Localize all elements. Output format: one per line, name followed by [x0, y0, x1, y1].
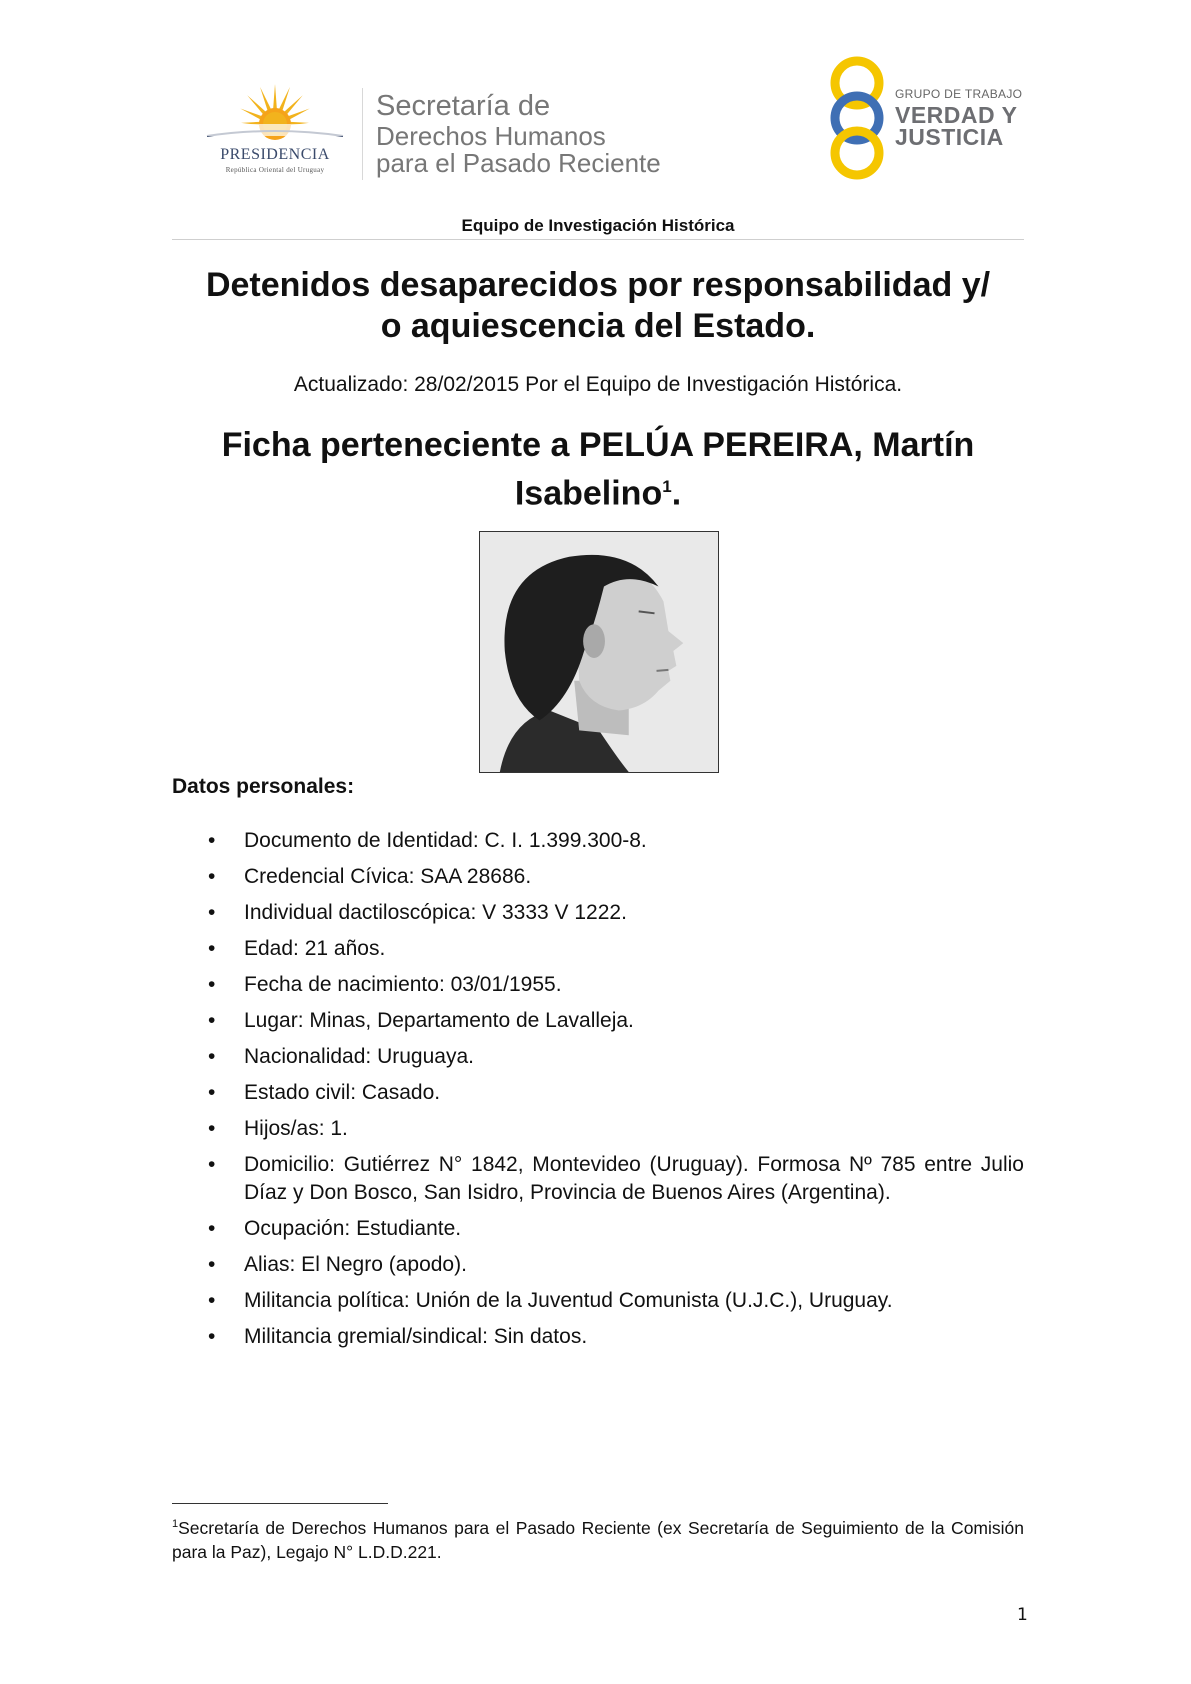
list-item: • Documento de Identidad: C. I. 1.399.300-8.: [172, 827, 1024, 855]
secretaria-title-line2: Derechos Humanos: [376, 121, 606, 151]
secretaria-title-line1: Secretaría de: [376, 90, 551, 122]
header-rule: [172, 239, 1024, 240]
list-item: • Alias: El Negro (apodo).: [172, 1251, 1024, 1279]
ficha-title-period: .: [671, 474, 682, 513]
footnote-number: 1: [172, 1518, 179, 1530]
list-item: • Estado civil: Casado.: [172, 1079, 1024, 1107]
verdad-label: VERDAD Y: [895, 102, 1018, 128]
footnote: [172, 1512, 1024, 1564]
footnote-text: Secretaría de Derechos Humanos para el Pasado Reciente (ex Secretaría de Seguimiento de la Comisión para la Paz), Legajo N° L.D.D.221.: [172, 1517, 1024, 1562]
grupo-trabajo-label: GRUPO DE TRABAJO: [895, 87, 1023, 101]
footnote-reference[interactable]: 1: [662, 477, 672, 496]
footnote-separator: [172, 1503, 388, 1504]
equipo-heading: Equipo de Investigación Histórica: [461, 216, 735, 235]
republica-label: República Oriental del Uruguay: [225, 166, 325, 174]
document-title-line1: Detenidos desaparecidos por responsabilidad y/: [205, 266, 991, 304]
list-item: • Credencial Cívica: SAA 28686.: [172, 863, 1024, 891]
list-item: • Lugar: Minas, Departamento de Lavalleja.: [172, 1007, 1024, 1035]
secretaria-title-line3: para el Pasado Reciente: [376, 148, 661, 178]
ficha-title-line1: Ficha perteneciente a PELÚA PEREIRA, Martín: [221, 426, 975, 464]
list-item: • Fecha de nacimiento: 03/01/1955.: [172, 971, 1024, 999]
document-title: [172, 265, 1024, 347]
verdad-justicia-rings-logo: [822, 56, 892, 180]
updated-line: Actualizado: 28/02/2015 Por el Equipo de Investigación Histórica.: [293, 373, 903, 396]
header-divider: [362, 88, 363, 180]
list-item: • Militancia gremial/sindical: Sin datos.: [172, 1323, 1024, 1351]
presidencia-name: PRESIDENCIA: [220, 146, 330, 163]
list-item: • Militancia política: Unión de la Juventud Comunista (U.J.C.), Uruguay.: [172, 1287, 1024, 1315]
datos-personales-heading: Datos personales:: [172, 775, 355, 798]
list-item: • Domicilio: Gutiérrez N° 1842, Montevideo (Uruguay). Formosa Nº 785 entre Julio Díaz y Don Bosco, San Isidro, Provincia de Buenos Aires (Argentina).: [172, 1151, 1024, 1207]
document-title-line2: o aquiescencia del Estado.: [380, 307, 816, 345]
list-item: • Edad: 21 años.: [172, 935, 1024, 963]
list-item: • Hijos/as: 1.: [172, 1115, 1024, 1143]
page-number: 1: [1017, 1605, 1028, 1625]
list-item: • Individual dactiloscópica: V 3333 V 1222.: [172, 899, 1024, 927]
portrait-photo: [479, 531, 719, 773]
justicia-label: JUSTICIA: [895, 124, 1004, 150]
ficha-title-line2: [172, 466, 1024, 514]
ficha-name-part: Isabelino: [514, 474, 663, 513]
ficha-title: [172, 424, 1024, 514]
datos-personales-list: [172, 827, 1024, 1359]
list-item: • Ocupación: Estudiante.: [172, 1215, 1024, 1243]
list-item: • Nacionalidad: Uruguaya.: [172, 1043, 1024, 1071]
